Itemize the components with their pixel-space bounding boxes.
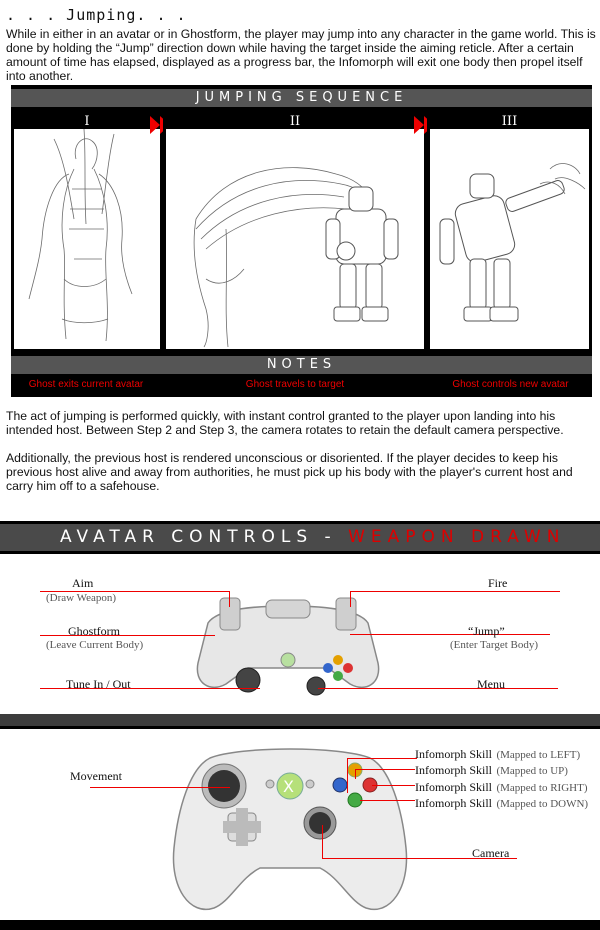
step-label-3: III (430, 114, 589, 129)
controller-top-view (188, 588, 388, 698)
skill-name: Infomorph Skill (415, 780, 492, 794)
skill-name: Infomorph Skill (415, 763, 492, 777)
tunein-label: Tune In / Out (66, 677, 131, 691)
skill-row-up (415, 761, 568, 779)
intro-paragraph: While in either in an avatar or in Ghostform, the player may jump into any character in the game world. This is done by holding the “Jump” direction down while having the target inside the aiming reticle. After a certain amount of time has elapsed, displayed as a progress bar, the Infomorph will exit one body then propel itself into another. (6, 27, 596, 83)
skill-mapping: (Mapped to RIGHT) (496, 782, 588, 794)
jumping-sequence (11, 85, 592, 397)
skill-mapping: (Mapped to LEFT) (496, 749, 581, 761)
note-step-3: Ghost controls new avatar (429, 376, 592, 394)
sketch-ghost-exit (14, 129, 160, 349)
sketch-ghost-control (430, 129, 589, 349)
ghostform-label: Ghostform (68, 624, 120, 638)
fire-label: Fire (488, 576, 508, 590)
controls-header (0, 521, 600, 554)
arrow-icon (414, 116, 424, 134)
sketch-ghost-travel (166, 129, 424, 349)
controls-title: AVATAR CONTROLS - (60, 527, 337, 547)
controls-title-weapon: WEAPON DRAWN (348, 527, 566, 547)
jump-sub-label: (Enter Target Body) (450, 639, 539, 651)
aim-label: Aim (72, 576, 94, 590)
body-paragraph-2: Additionally, the previous host is rendered unconscious or disoriented. If the player decides to keep his previous host alive and away from authorities, he must pick up his body with the player's current host and carry him off to a safehouse. (6, 451, 573, 493)
section-divider (0, 714, 600, 729)
sequence-title: JUMPING SEQUENCE (11, 89, 592, 107)
skill-row-down (415, 794, 588, 812)
bottom-divider (0, 920, 600, 930)
note-step-1: Ghost exits current avatar (11, 376, 161, 394)
jump-label: “Jump” (468, 624, 505, 638)
ghostform-sub-label: (Leave Current Body) (46, 639, 144, 651)
step-panel-1 (11, 111, 163, 352)
camera-label: Camera (472, 846, 510, 860)
movement-label: Movement (70, 769, 122, 783)
skill-mapping: (Mapped to DOWN) (496, 798, 589, 810)
skill-mapping: (Mapped to UP) (496, 765, 568, 777)
skill-name: Infomorph Skill (415, 796, 492, 810)
arrow-icon (150, 116, 160, 134)
note-step-2: Ghost travels to target (165, 376, 425, 394)
body-paragraph-1: The act of jumping is performed quickly, with instant control granted to the player upon landing into his intended host. Between Step 2 and Step 3, the camera rotates to retain the default camera perspective. (6, 409, 564, 437)
notes-title: NOTES (11, 356, 592, 374)
step-panel-3 (427, 111, 592, 352)
controller-front-view (170, 738, 410, 918)
skill-name: Infomorph Skill (415, 747, 492, 761)
aim-sub-label: (Draw Weapon) (46, 592, 117, 604)
step-label-2: II (166, 114, 424, 129)
step-panel-2 (163, 111, 427, 352)
step-label-1: I (14, 114, 160, 129)
svg-text:X: X (283, 777, 294, 796)
page-title: . . . Jumping. . . (6, 6, 187, 24)
menu-label: Menu (477, 677, 505, 691)
